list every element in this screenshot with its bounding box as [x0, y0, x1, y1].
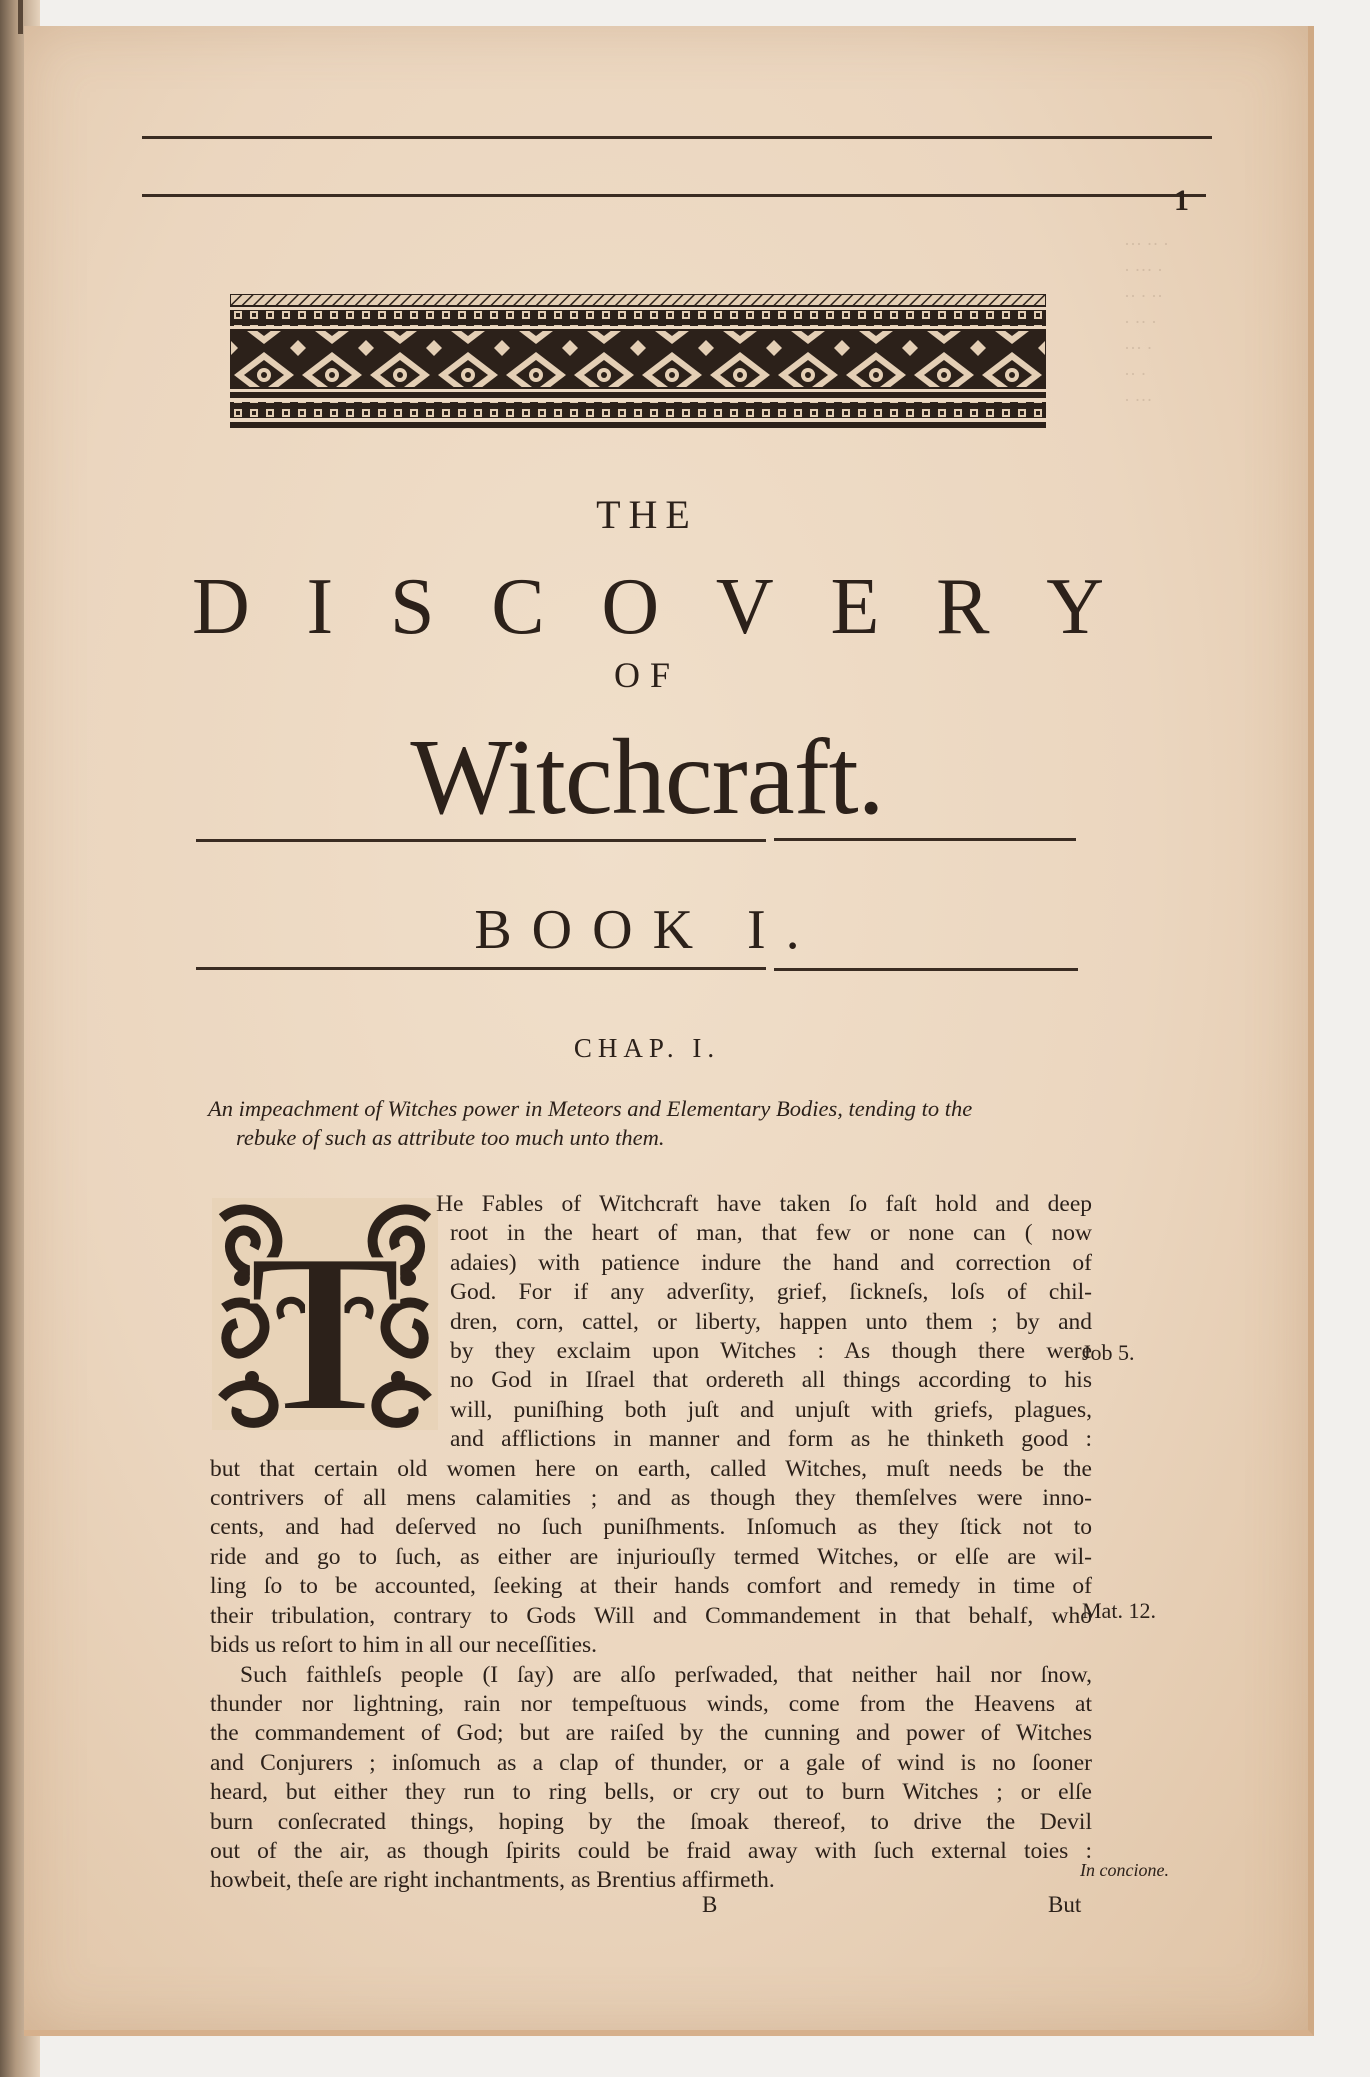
- body-line: thunder nor lightning, rain nor tempeſtuous winds, come from the Heavens at: [210, 1690, 1092, 1717]
- margin-note-job: Job 5.: [1082, 1340, 1135, 1365]
- header-rule-top: [142, 136, 1212, 139]
- body-line: dren, corn, cattel, or liberty, happen unto them ; by and: [450, 1308, 1092, 1335]
- title-letter: R: [936, 563, 990, 651]
- title-discovery: [192, 562, 1104, 653]
- book-rule-bottom-left: [196, 967, 766, 970]
- margin-note-matthew: Mat. 12.: [1082, 1598, 1156, 1623]
- body-line: will, puniſhing both juſt and unjuſt with griefs, plagues,: [450, 1396, 1092, 1423]
- book-page: [24, 26, 1314, 2036]
- summary-line: rebuke of such as attribute too much unto them.: [236, 1125, 665, 1150]
- book-rule-top-right: [774, 838, 1076, 841]
- title-letter: D: [192, 563, 250, 651]
- headpiece-ornament: [230, 294, 1046, 442]
- body-line: contrivers of all mens calamities ; and as though they themſelves were inno-: [210, 1485, 1092, 1512]
- title-letter: E: [830, 563, 880, 651]
- book-heading: BOOK I.: [474, 899, 820, 961]
- body-line: He Fables of Witchcraft have taken ſo faſt hold and deep: [436, 1191, 1092, 1217]
- title-witchcraft: Witchcraft.: [410, 718, 884, 837]
- body-line: out of the air, as though ſpirits could be fraid away with ſuch external toies :: [210, 1837, 1092, 1864]
- margin-note-concione: In concione.: [1080, 1860, 1169, 1880]
- title-of: OF: [613, 655, 681, 695]
- body-line: burn conſecrated things, hoping by the ſmoak thereof, to drive the Devil: [210, 1808, 1092, 1835]
- body-line: the commandement of God; but are raiſed by the cunning and power of Witches: [210, 1720, 1092, 1747]
- signature-mark: B: [702, 1892, 718, 1917]
- body-line: God. For if any adverſity, grief, ſickneſs, loſs of chil-: [450, 1279, 1092, 1306]
- title-letter: Y: [1046, 563, 1104, 651]
- body-line: their tribulation, contrary to Gods Will and Commandement in that behalf, who: [210, 1602, 1092, 1629]
- title-letter: S: [389, 563, 435, 651]
- body-line: howbeit, theſe are right inchantments, as Brentius affirmeth.: [210, 1867, 775, 1894]
- title-letter: C: [491, 563, 545, 651]
- body-line: root in the heart of man, that few or none can ( now: [450, 1220, 1092, 1247]
- show-through-text: ··· ·· · · ··· · ·· · ·· · ·· · ··· · ·· · · ···: [1124, 234, 1169, 410]
- chapter-body: [210, 1190, 1092, 1896]
- page-number: 1: [1174, 184, 1189, 217]
- catchword: But: [1048, 1892, 1082, 1917]
- title-the: THE: [596, 492, 698, 537]
- book-rule-bottom-right: [774, 968, 1078, 971]
- body-line: no God in Iſrael that ordereth all things according to his: [450, 1367, 1092, 1394]
- body-line: Such faithleſs people (I ſay) are alſo perſwaded, that neither hail nor ſnow,: [240, 1661, 1092, 1688]
- title-letter: I: [306, 563, 334, 651]
- binding-thread: [18, 0, 23, 34]
- title-letter: O: [601, 563, 660, 651]
- body-line: but that certain old women here on earth, called Witches, muſt needs be the: [210, 1455, 1092, 1482]
- body-line: by they exclaim upon Witches : As though there were: [450, 1338, 1092, 1365]
- body-line: bids us reſort to him in all our neceſſities.: [210, 1632, 598, 1659]
- body-line: ling ſo to be accounted, ſeeking at their hands comfort and remedy in time of: [210, 1573, 1092, 1600]
- summary-line: An impeachment of Witches power in Meteors and Elementary Bodies, tending to the: [208, 1096, 973, 1121]
- body-line: and afflictions in manner and form as he thinketh good :: [450, 1426, 1092, 1453]
- body-line: ride and go to ſuch, as either are injuriouſly termed Witches, or elſe are wil-: [210, 1543, 1092, 1570]
- body-line: heard, but either they run to ring bells, or cry out to burn Witches ; or elſe: [210, 1779, 1092, 1806]
- title-letter: V: [715, 563, 774, 651]
- chapter-summary: [208, 1094, 1090, 1152]
- header-rule-bottom: [142, 194, 1206, 197]
- chapter-heading: CHAP. I.: [573, 1033, 721, 1063]
- body-line: adaies) with patience indure the hand and correction of: [450, 1249, 1092, 1276]
- book-rule-top-left: [196, 839, 766, 842]
- body-line: and Conjurers ; inſomuch as a clap of thunder, or a gale of wind is no ſooner: [210, 1749, 1092, 1776]
- body-line: cents, and had deſerved no ſuch puniſhments. Inſomuch as they ſtick not to: [210, 1514, 1092, 1541]
- drop-cap-letter: T: [248, 1205, 402, 1430]
